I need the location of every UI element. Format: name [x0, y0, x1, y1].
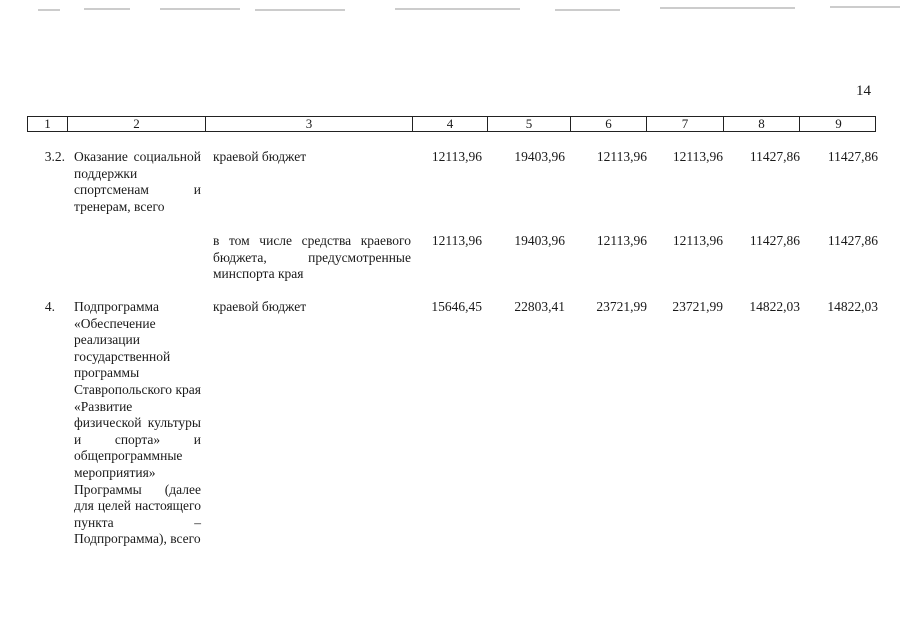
- value-col-5: 19403,96: [514, 149, 565, 164]
- header-col-4: 4: [412, 117, 487, 131]
- scan-artifact-top: [0, 6, 905, 16]
- row-source: краевой бюджет: [213, 299, 307, 314]
- value-col-7: 23721,99: [672, 299, 723, 314]
- row-name: Оказание социальной поддержки спортсменам и тренерам, всего: [74, 149, 201, 214]
- value-col-8: 11427,86: [749, 233, 800, 248]
- value-col-6: 23721,99: [596, 299, 647, 314]
- value-col-8: 11427,86: [749, 149, 800, 164]
- header-col-3: 3: [205, 117, 412, 131]
- value-col-7: 12113,96: [672, 233, 723, 248]
- value-col-5: 22803,41: [514, 299, 565, 314]
- value-col-6: 12113,96: [596, 233, 647, 248]
- row-source: краевой бюджет: [213, 149, 307, 164]
- value-col-8: 14822,03: [749, 299, 800, 314]
- row-source: в том числе средства краевого бюджета, предусмотренные минспорта края: [213, 233, 411, 282]
- row-name: Подпрограмма «Обеспечение реализации государственной программы Ставропольского края «Развитие физической культуры и спорта» и общепрограммные мероприятия» Программы (далее для целей настоящего пункта – Подпрограмма), всего: [74, 299, 201, 547]
- table-header-row: [27, 116, 876, 132]
- value-col-9: 14822,03: [827, 299, 878, 314]
- header-col-5: 5: [487, 117, 570, 131]
- header-col-1: 1: [44, 116, 51, 131]
- header-col-2: 2: [67, 117, 205, 131]
- value-col-5: 19403,96: [514, 233, 565, 248]
- value-col-4: 12113,96: [431, 149, 482, 164]
- header-col-7: 7: [646, 117, 723, 131]
- header-col-8: 8: [723, 117, 799, 131]
- header-col-9: 9: [799, 117, 877, 131]
- value-col-7: 12113,96: [672, 149, 723, 164]
- row-index: 4.: [44, 299, 55, 314]
- value-col-9: 11427,86: [827, 233, 878, 248]
- value-col-4: 12113,96: [431, 233, 482, 248]
- row-index: 3.2.: [44, 149, 65, 164]
- value-col-9: 11427,86: [827, 149, 878, 164]
- header-col-6: 6: [570, 117, 646, 131]
- value-col-4: 15646,45: [431, 299, 482, 314]
- page-number: 14: [856, 83, 871, 99]
- value-col-6: 12113,96: [596, 149, 647, 164]
